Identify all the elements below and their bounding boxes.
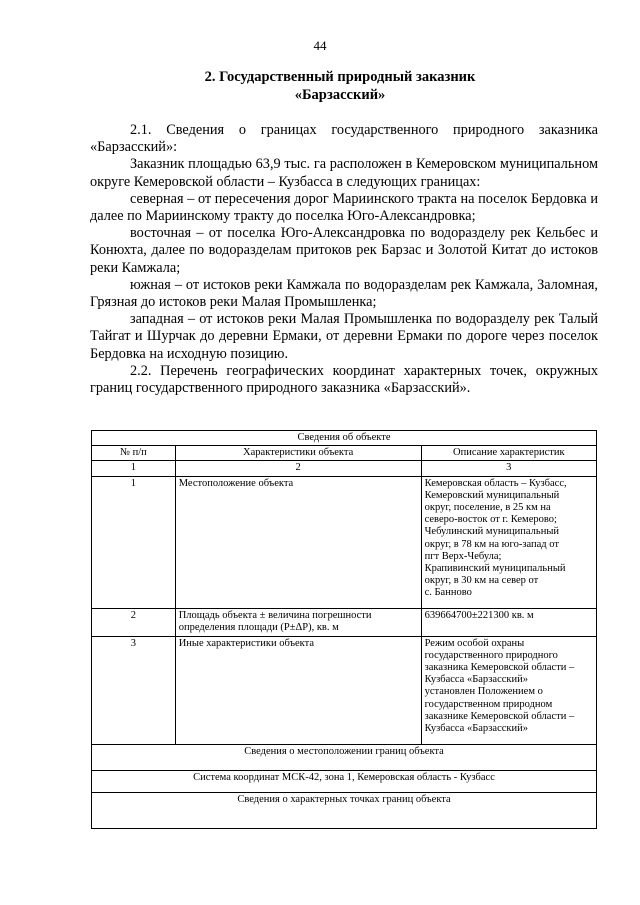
description-line: с. Банново: [424, 587, 472, 599]
paragraph-area: Заказник площадью 63,9 тыс. га расположен в Кемеровском муниципальном округе Кемеровской области – Кузбасса в следующих границах:: [90, 156, 598, 190]
row-characteristic: [175, 608, 421, 636]
description-line: установлен Положением о: [424, 686, 543, 698]
section-points-heading: Сведения о характерных точках границ объекта: [92, 792, 597, 828]
description-line: заказнике Кемеровской области –: [424, 710, 575, 722]
column-headers-row: [92, 446, 597, 461]
object-info-table: [91, 430, 597, 829]
description-line: округ, в 30 км на север от: [424, 575, 539, 587]
description-line: Кемеровский муниципальный: [424, 489, 560, 501]
table-row: [92, 636, 597, 744]
description-line: государственного природного: [424, 649, 558, 661]
section-points-row: [92, 792, 597, 828]
description-line: Кемеровская область – Кузбасс,: [424, 477, 567, 489]
row-characteristic: Иные характеристики объекта: [175, 636, 421, 744]
table-row: [92, 608, 597, 636]
page-number: 44: [313, 38, 327, 53]
body-text: [90, 122, 598, 397]
paragraph-boundaries-intro: 2.1. Сведения о границах государственного природного заказника «Барзасский»:: [90, 122, 598, 156]
table-header-row: [92, 431, 597, 446]
document-title: [90, 68, 590, 104]
paragraph-east-boundary: восточная – от поселка Юго-Александровка по водоразделу рек Кельбес и Конюхта, далее по водоразделам притоков рек Барзас и Золотой Китат до истоков реки Камжала;: [90, 225, 598, 276]
description-line: Кузбасса «Барзасский»: [424, 723, 528, 735]
characteristic-line: Площадь объекта ± величина погрешности: [178, 609, 372, 621]
paragraph-north-boundary: северная – от пересечения дорог Мариинского тракта на поселок Бердовка и далее по Мариинскому тракту до поселка Юго-Александровка;: [90, 190, 598, 225]
column-header-characteristic: Характеристики объекта: [175, 446, 421, 461]
row-description: [421, 636, 596, 744]
description-line: северо-восток от г. Кемерово;: [424, 514, 557, 526]
title-line-1: 2. Государственный природный заказник: [204, 69, 476, 85]
column-number: 2: [175, 461, 421, 476]
column-number: 3: [421, 461, 596, 476]
description-line: заказника Кемеровской области –: [424, 662, 575, 674]
row-description: 639664700±221300 кв. м: [421, 608, 596, 636]
paragraph-south-boundary: южная – от истоков реки Камжала по водоразделам рек Камжала, Заломная, Грязная до истоков реки Малая Промышленка;: [90, 276, 598, 311]
paragraph-coordinates-intro: 2.2. Перечень географических координат характерных точек, окружных границ государственного природного заказника «Барзасский».: [90, 362, 598, 397]
section-location-row: [92, 744, 597, 770]
row-number: 3: [92, 636, 176, 744]
description-line: пгт Верх-Чебула;: [424, 550, 502, 562]
description-line: государственном природном: [424, 698, 553, 710]
description-line: округ, в 78 км на юго-запад от: [424, 538, 559, 550]
row-description: [421, 476, 596, 608]
coord-system-row: [92, 770, 597, 792]
row-number: 2: [92, 608, 176, 636]
column-numbers-row: [92, 461, 597, 476]
section-location-heading: Сведения о местоположении границ объекта: [92, 744, 597, 770]
title-line-2: «Барзасский»: [294, 87, 386, 103]
description-line: Крапивинский муниципальный: [424, 563, 566, 575]
table-row: [92, 476, 597, 608]
coordinate-system: Система координат МСК-42, зона 1, Кемеровская область - Кузбасс: [92, 770, 597, 792]
column-header-description: Описание характеристик: [421, 446, 596, 461]
description-line: Чебулинский муниципальный: [424, 526, 559, 538]
paragraph-west-boundary: западная – от истоков реки Малая Промышленка по водоразделу рек Талый Тайгат и Шурчак до деревни Ермаки, от деревни Ермаки по дороге через поселок Бердовка на исходную позицию.: [90, 311, 598, 362]
column-number: 1: [92, 461, 176, 476]
column-header-number: № п/п: [92, 446, 176, 461]
description-line: округ, поселение, в 25 км на: [424, 502, 551, 514]
description-line: Кузбасса «Барзасский»: [424, 674, 528, 686]
characteristic-line: определения площади (Р±ΔР), кв. м: [178, 621, 339, 633]
table-header: Сведения об объекте: [92, 431, 597, 446]
row-characteristic: Местоположение объекта: [175, 476, 421, 608]
row-number: 1: [92, 476, 176, 608]
description-line: Режим особой охраны: [424, 637, 525, 649]
